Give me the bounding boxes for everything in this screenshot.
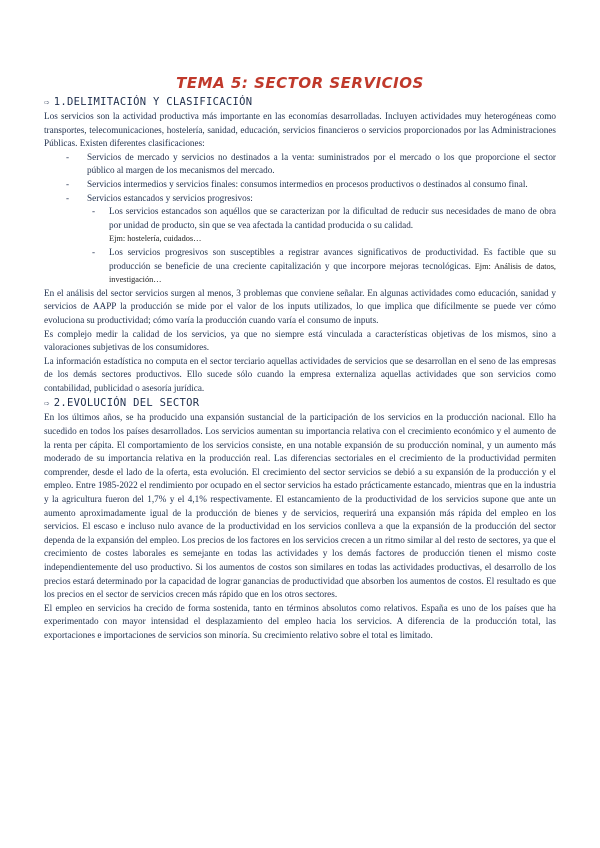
section-heading-2-text: 2.EVOLUCIÓN DEL SECTOR <box>53 397 200 410</box>
stagnant-sublist <box>87 205 556 287</box>
sublist-item-stagnant <box>87 205 556 246</box>
section-heading-1 <box>44 96 556 108</box>
arrow-right-icon: ⇨ <box>44 399 50 410</box>
section1-paragraph-quality: Es complejo medir la calidad de los servicios, ya que no siempre está vinculada a características objetivas de los mismos, sino a valoraciones subjetivas de los consumidores. <box>44 328 556 353</box>
arrow-right-icon: ⇨ <box>44 98 50 108</box>
sublist-item-progressive-text: Los servicios progresivos son susceptibles a registrar avances significativos de productividad. Es factible que su producción se beneficie de una creciente capitalización y que incorpore mejoras tecnológicas. <box>109 246 556 271</box>
example-stagnant: Ejm: hostelería, cuidados… <box>109 234 202 244</box>
section1-paragraph-statistics: La información estadística no computa en el sector terciario aquellas actividades de servicios que se desarrollan en el seno de las empresas de los demás sectores productivos. Ello sucede sólo cuando la empresa externaliza aquellas actividades que son servicios como contabilidad, publicidad o asesoría jurídica. <box>44 355 556 393</box>
section-heading-1-text: 1.DELIMITACIÓN Y CLASIFICACIÓN <box>53 96 253 108</box>
page-title: TEMA 5: SECTOR SERVICIOS <box>176 74 424 92</box>
sublist-item-stagnant-text: Los servicios estancados son aquéllos que se caracterizan por la dificultad de reducir sus necesidades de mano de obra por unidad de producto, sin que se vea afectada la cantidad producida o su calidad. <box>109 206 556 230</box>
section2-paragraph-employment: El empleo en servicios ha crecido de forma sostenida, tanto en términos absolutos como relativos. España es uno de los países que ha experimentado con mayor intensidad el desplazamiento del empleo hacia los servicios. A diferencia de la producción total, las exportaciones e importaciones de servicios son minoría. Su crecimiento relativo sobre el total es limitado. <box>44 602 556 640</box>
example-progressive: Ejm: Análisis de datos, investigación… <box>109 261 557 285</box>
classification-list <box>44 151 556 287</box>
classification-item-market: - Servicios de mercado y servicios no destinados a la venta: suministrados por el mercado o los que proporcione el sector público al margen de los mecanismos del mercado. <box>44 151 556 178</box>
section2-paragraph-evolution: En los últimos años, se ha producido una expansión sustancial de la participación de los servicios en la producción nacional. Ello ha sucedido en todos los países desarrollados. Los servicios aumentan su importancia relativa con el crecimiento económico y el aumento de la renta per cápita. El comportamiento de los servicios consiste, en una notable expansión de su producción nominal, y un aumento más moderado de su importancia relativa en la producción real. Las diferencias sectoriales en el crecimiento de la productividad permiten comprender, desde el lado de la oferta, esta evolución. El crecimiento del sector servicios se debió a su expansión de la producción y el empleo. Entre 1985-2022 el rendimiento por ocupado en el sector servicios ha estado prácticamente estancado, mientras que en la industria y la agricultura fueron del 1,7% y el 4,1% respectivamente. El estancamiento de la productividad de los servicios supone que ante un aumento aproximadamente igual de la producción de bienes y de servicios, requerirá una expansión más rápida del empleo en los servicios. El escaso e incluso nulo avance de la productividad en los servicios conlleva a que la expansión de la producción del sector dependa de la expansión del empleo. Los precios de los factores en los servicios crecen a un ritmo similar al del resto de sectores, ya que el crecimiento de costes laborales es semejante en todas las actividades y los demás factores de producción tienen el mismo coste independientemente del uso productivo. Si los aumentos de costos son similares en todas las actividades productivas, el desarrollo de los precios estará determinado por la capacidad de lograr ganancias de productividad que absorben los aumentos de costos. El resultado es que los precios en el sector de servicios crecen más rápido que en los otros sectores. <box>44 412 556 600</box>
section1-intro: Los servicios son la actividad productiva más importante en las economías desarrolladas. Incluyen actividades muy heterogéneas como transportes, telecomunicaciones, hostelería, sanidad, educación, servicios financieros o servicios proporcionados por las Administraciones Públicas. Existen diferentes clasificaciones: <box>44 111 556 149</box>
sublist-item-progressive <box>87 246 556 287</box>
classification-item-stagnant-label: Servicios estancados y servicios progresivos: <box>87 192 253 203</box>
classification-item-intermediate: - Servicios intermedios y servicios finales: consumos intermedios en procesos productivos o destinados al consumo final. <box>44 178 556 192</box>
section-heading-2 <box>44 397 556 409</box>
classification-item-stagnant <box>44 192 556 287</box>
section1-paragraph-problems: En el análisis del sector servicios surgen al menos, 3 problemas que conviene señalar. En algunas actividades como educación, sanidad y servicios de AAPP la producción se mide por el valor de los inputs utilizados, lo que implica que difícilmente se puede ver cómo evoluciona su productividad; cómo varía la producción cuando varía el consumo de inputs. <box>44 287 556 325</box>
